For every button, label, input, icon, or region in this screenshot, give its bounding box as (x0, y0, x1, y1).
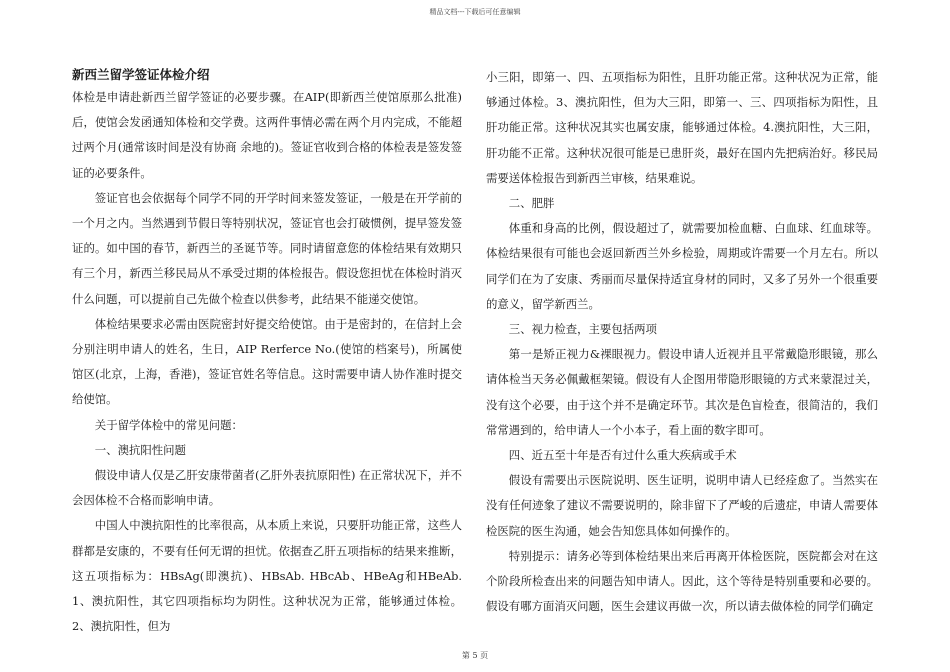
document-title: 新西兰留学签证体检介绍 (72, 67, 210, 82)
right-column (486, 65, 878, 619)
paragraph: 假设有需要出示医院说明、医生证明，说明申请人已经痊愈了。当然实在没有任何迹象了建议不需要说明的，除非留下了严峻的后遗症，申请人需要体检医院的医生沟通，她会告知您具体如何操作的。 (486, 473, 878, 538)
paragraph: 小三阳，即第一、四、五项指标为阳性，且肝功能正常。这种状况为正常，能够通过体检。3、澳抗阳性，但为大三阳，即第一、三、四项指标为阳性，且肝功能正常。这种状况其实也属安康，能够通过体检。4.澳抗阳性，大三阳，肝功能不正常。这种状况很可能是已患肝炎，最好在国内先把病治好。移民局需要送体检报告到新西兰审核，结果难说。 (486, 70, 878, 185)
paragraph: 特别提示：请务必等到体检结果出来后再离开体检医院，医院都会对在这个阶段所检查出来的问题告知申请人。因此，这个等待是特别重要和必要的。假设有哪方面消灭问题，医生会建议再做一次，所以请去做体检的同学们确定 (486, 548, 878, 614)
paragraph: 假设申请人仅是乙肝安康带菌者(乙肝外表抗原阳性) 在正常状况下，并不会因体检不合格而影响申请。 (72, 468, 462, 508)
paragraph: 第一是矫正视力&裸眼视力。假设申请人近视并且平常戴隐形眼镜，那么请体检当天务必佩戴框架镜。假设有人企图用带隐形眼镜的方式来蒙混过关，没有这个必要，由于这个并不是确定环节。其次是色盲检查，很简洁的，我们常常遇到的，给申请人一个小本子，看上面的数字即可。 (486, 347, 878, 437)
page-header: 精品文档---下载后可任意编辑 (429, 8, 521, 16)
paragraph: 签证官也会依据每个同学不同的开学时间来签发签证，一般是在开学前的一个月之内。当然遇到节假日等特别状况，签证官也会打破惯例，提早签发签证的。如中国的春节，新西兰的圣诞节等。同时请留意您的体检结果有效期只有三个月，新西兰移民局从不承受过期的体检报告。假设您担忧在体检时消灭什么问题，可以提前自己先做个检查以供参考，此结果不能递交使馆。 (72, 190, 462, 306)
paragraph: 体检是申请赴新西兰留学签证的必要步骤。在AIP(即新西兰使馆原那么批准)后，使馆会发函通知体检和交学费。这两件事情必需在两个月内完成，不能超过两个月(通常该时间是没有协商 余地的)。签证官收到合格的体检表是签发签证的必要条件。 (72, 90, 462, 180)
section-heading: 四、近五至十年是否有过什么重大疾病或手术 (508, 448, 737, 463)
paragraph: 中国人中澳抗阳性的比率很高，从本质上来说，只要肝功能正常，这些人群都是安康的，不要有任何无谓的担忧。依据查乙肝五项指标的结果来推断，这五项指标为：HBsAg(即澳抗)、HBsAb. HBcAb、HBeAg和HBeAb. 1、澳抗阳性，其它四项指标均为阴性。这种状况为正常，能够通过体检。2、澳抗阳性，但为 (72, 518, 462, 634)
paragraph: 关于留学体检中的常见问题： (94, 417, 243, 432)
section-heading: 一、澳抗阳性问题 (94, 442, 186, 457)
section-heading: 二、肥胖 (508, 196, 555, 211)
page-number: 第 5 页 (461, 651, 489, 660)
paragraph: 体检结果要求必需由医院密封好提交给使馆。由于是密封的，在信封上会分别注明申请人的姓名，生日，AIP Rerferce No.(使馆的档案号)，所属使馆区(北京，上海，香港)，签证官姓名等信息。这时需要申请人协作准时提交给使馆。 (72, 316, 462, 407)
section-heading: 三、视力检查，主要包括两项 (508, 322, 657, 337)
paragraph: 体重和身高的比例，假设超过了，就需要加检血糖、白血球、红血球等。体检结果很有可能也会返回新西兰外乡检验，周期或许需要一个月左右。所以同学们在为了安康、秀丽而尽量保持适宜身材的同时，又多了另外一个很重要的意义，留学新西兰。 (486, 221, 878, 311)
left-column (72, 65, 462, 639)
